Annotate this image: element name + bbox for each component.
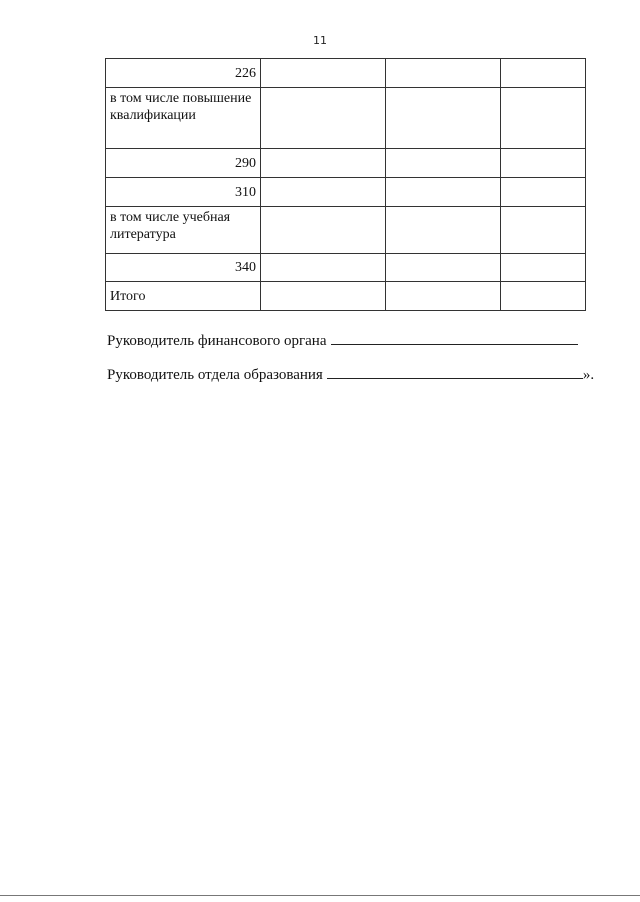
- empty-cell: [386, 59, 501, 88]
- table-row: [106, 282, 586, 311]
- table-row: [106, 207, 586, 254]
- page-number: 11: [313, 34, 327, 47]
- row-label-cell: 226: [106, 59, 261, 88]
- empty-cell: [261, 207, 386, 254]
- empty-cell: [501, 88, 586, 149]
- empty-cell: [501, 59, 586, 88]
- empty-cell: [261, 178, 386, 207]
- empty-cell: [386, 254, 501, 282]
- empty-cell: [386, 282, 501, 311]
- empty-cell: [261, 59, 386, 88]
- empty-cell: [261, 282, 386, 311]
- empty-cell: [386, 207, 501, 254]
- empty-cell: [501, 178, 586, 207]
- empty-cell: [501, 254, 586, 282]
- row-label-cell: 290: [106, 149, 261, 178]
- table-row: [106, 254, 586, 282]
- empty-cell: [501, 282, 586, 311]
- empty-cell: [386, 149, 501, 178]
- table-row: [106, 178, 586, 207]
- row-label-cell: 310: [106, 178, 261, 207]
- empty-cell: [501, 207, 586, 254]
- education-head-signature: [107, 364, 594, 384]
- table-row: [106, 149, 586, 178]
- signature-line: [327, 364, 583, 379]
- row-label-cell: 340: [106, 254, 261, 282]
- empty-cell: [501, 149, 586, 178]
- empty-cell: [261, 149, 386, 178]
- closing-quote: ».: [582, 367, 595, 383]
- empty-cell: [261, 88, 386, 149]
- page-bottom-edge: [0, 895, 640, 896]
- budget-table: [105, 58, 586, 311]
- finance-head-label: Руководитель финансового органа: [107, 333, 327, 349]
- row-label-cell: в том числе учебная литература: [106, 207, 261, 254]
- empty-cell: [261, 254, 386, 282]
- empty-cell: [386, 88, 501, 149]
- table-row: [106, 59, 586, 88]
- signature-line: [331, 330, 578, 345]
- education-head-label: Руководитель отдела образования: [107, 367, 323, 383]
- row-label-cell: Итого: [106, 282, 261, 311]
- table-row: [106, 88, 586, 149]
- empty-cell: [386, 178, 501, 207]
- row-label-cell: в том числе повышение квалификации: [106, 88, 261, 149]
- finance-head-signature: [107, 330, 578, 350]
